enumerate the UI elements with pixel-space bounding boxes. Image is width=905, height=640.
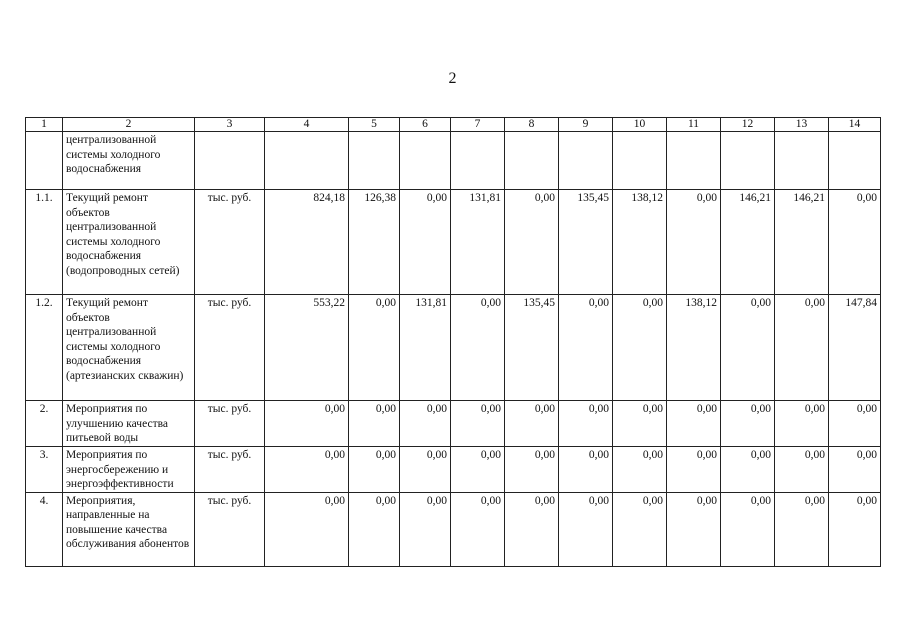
value-cell: 0,00 [265, 492, 349, 566]
value-cell: 0,00 [667, 190, 721, 295]
program-table [25, 117, 881, 567]
value-cell: 0,00 [265, 401, 349, 447]
value-cell: 0,00 [721, 401, 775, 447]
value-cell: 135,45 [505, 295, 559, 401]
row-number: 3. [26, 447, 63, 493]
value-cell [265, 132, 349, 190]
value-cell: 131,81 [451, 190, 505, 295]
table-row [26, 295, 881, 401]
column-number: 1 [26, 118, 63, 132]
value-cell: 0,00 [775, 295, 829, 401]
value-cell: 0,00 [451, 295, 505, 401]
column-number: 7 [451, 118, 505, 132]
value-cell: 0,00 [667, 401, 721, 447]
value-cell: 0,00 [349, 492, 400, 566]
column-number: 9 [559, 118, 613, 132]
value-cell: 0,00 [721, 492, 775, 566]
column-number: 11 [667, 118, 721, 132]
value-cell: 0,00 [775, 492, 829, 566]
column-number: 12 [721, 118, 775, 132]
value-cell: 0,00 [667, 447, 721, 493]
unit-cell: тыс. руб. [195, 295, 265, 401]
value-cell: 126,38 [349, 190, 400, 295]
value-cell: 0,00 [667, 492, 721, 566]
column-number: 6 [400, 118, 451, 132]
table-row [26, 132, 881, 190]
value-cell [349, 132, 400, 190]
column-number: 10 [613, 118, 667, 132]
row-number: 2. [26, 401, 63, 447]
value-cell: 0,00 [829, 492, 881, 566]
value-cell: 0,00 [775, 447, 829, 493]
column-number: 2 [63, 118, 195, 132]
measure-name: Мероприятия, направленные на повышение качества обслуживания абонентов [63, 492, 195, 566]
value-cell: 0,00 [505, 447, 559, 493]
column-number-row [26, 118, 881, 132]
value-cell: 0,00 [451, 492, 505, 566]
value-cell [829, 132, 881, 190]
unit-cell: тыс. руб. [195, 401, 265, 447]
value-cell: 0,00 [829, 401, 881, 447]
value-cell: 0,00 [829, 447, 881, 493]
value-cell: 0,00 [505, 492, 559, 566]
value-cell: 0,00 [829, 190, 881, 295]
unit-cell: тыс. руб. [195, 190, 265, 295]
value-cell: 0,00 [265, 447, 349, 493]
row-number: 4. [26, 492, 63, 566]
measure-name: Текущий ремонт объектов централизованной системы холодного водоснабжения (водопроводных сетей) [63, 190, 195, 295]
value-cell: 0,00 [349, 401, 400, 447]
value-cell: 553,22 [265, 295, 349, 401]
table-row [26, 401, 881, 447]
value-cell: 0,00 [559, 295, 613, 401]
measure-name: Текущий ремонт объектов централизованной системы холодного водоснабжения (артезианских скважин) [63, 295, 195, 401]
column-number: 3 [195, 118, 265, 132]
value-cell: 0,00 [505, 190, 559, 295]
value-cell: 824,18 [265, 190, 349, 295]
value-cell: 0,00 [400, 492, 451, 566]
value-cell: 131,81 [400, 295, 451, 401]
value-cell: 0,00 [613, 447, 667, 493]
page-number: 2 [448, 70, 457, 87]
unit-cell: тыс. руб. [195, 447, 265, 493]
value-cell: 0,00 [613, 401, 667, 447]
value-cell: 0,00 [451, 447, 505, 493]
column-number: 4 [265, 118, 349, 132]
value-cell: 0,00 [451, 401, 505, 447]
value-cell: 0,00 [559, 447, 613, 493]
value-cell: 0,00 [613, 492, 667, 566]
value-cell: 147,84 [829, 295, 881, 401]
value-cell: 0,00 [775, 401, 829, 447]
value-cell [667, 132, 721, 190]
value-cell [559, 132, 613, 190]
value-cell: 146,21 [775, 190, 829, 295]
row-number [26, 132, 63, 190]
value-cell: 0,00 [505, 401, 559, 447]
row-number: 1.2. [26, 295, 63, 401]
value-cell [721, 132, 775, 190]
value-cell [400, 132, 451, 190]
column-number: 8 [505, 118, 559, 132]
value-cell: 138,12 [613, 190, 667, 295]
value-cell: 0,00 [721, 447, 775, 493]
value-cell: 0,00 [613, 295, 667, 401]
value-cell: 138,12 [667, 295, 721, 401]
table-row [26, 447, 881, 493]
column-number: 13 [775, 118, 829, 132]
measure-name: Мероприятия по улучшению качества питьевой воды [63, 401, 195, 447]
column-number: 5 [349, 118, 400, 132]
table-row [26, 492, 881, 566]
table-row [26, 190, 881, 295]
value-cell: 0,00 [400, 190, 451, 295]
value-cell: 0,00 [400, 401, 451, 447]
value-cell: 135,45 [559, 190, 613, 295]
value-cell: 146,21 [721, 190, 775, 295]
value-cell: 0,00 [349, 447, 400, 493]
unit-cell [195, 132, 265, 190]
value-cell [505, 132, 559, 190]
value-cell: 0,00 [721, 295, 775, 401]
measure-name: Мероприятия по энергосбережению и энергоэффективности [63, 447, 195, 493]
value-cell [451, 132, 505, 190]
unit-cell: тыс. руб. [195, 492, 265, 566]
value-cell [613, 132, 667, 190]
value-cell: 0,00 [349, 295, 400, 401]
measure-name: централизованной системы холодного водоснабжения [63, 132, 195, 190]
value-cell: 0,00 [559, 401, 613, 447]
value-cell [775, 132, 829, 190]
value-cell: 0,00 [559, 492, 613, 566]
value-cell: 0,00 [400, 447, 451, 493]
column-number: 14 [829, 118, 881, 132]
row-number: 1.1. [26, 190, 63, 295]
